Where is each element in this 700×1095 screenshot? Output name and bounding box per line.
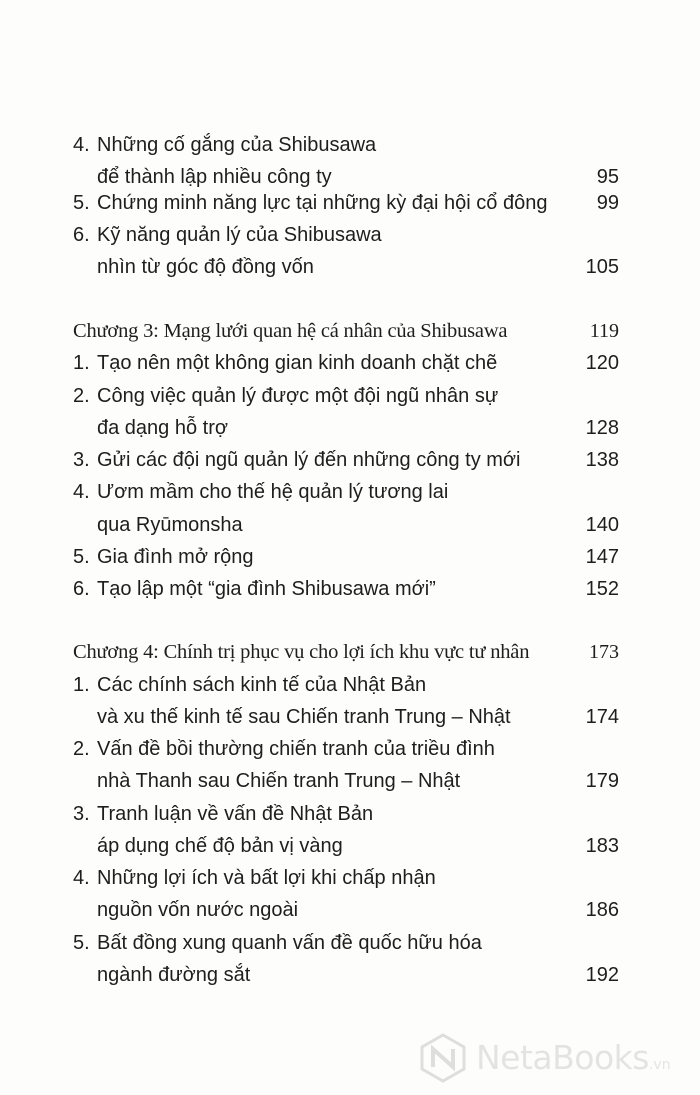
toc-entry-continuation xyxy=(0,763,700,799)
toc-entry-number: 2. xyxy=(73,385,90,407)
toc-entry xyxy=(0,345,700,381)
toc-entry xyxy=(0,378,700,414)
toc-entry-title: ngành đường sắt xyxy=(97,964,251,986)
toc-page-number: 183 xyxy=(585,835,619,857)
toc-entry-title: Các chính sách kinh tế của Nhật Bản xyxy=(97,674,427,696)
toc-page-number: 105 xyxy=(585,256,619,278)
toc-entry-title: Chứng minh năng lực tại những kỳ đại hội cổ đông xyxy=(97,192,548,214)
toc-entry-number: 4. xyxy=(73,481,90,503)
toc-entry-title: Gia đình mở rộng xyxy=(97,546,254,568)
watermark-suffix: .vn xyxy=(648,1057,671,1073)
watermark-brand: NetaBooks xyxy=(476,1038,649,1077)
toc-entry-continuation xyxy=(0,410,700,446)
toc-entry-number: 6. xyxy=(73,224,90,246)
toc-entry-title: đa dạng hỗ trợ xyxy=(97,417,228,439)
toc-entry-number: 5. xyxy=(73,192,90,214)
toc-entry-continuation xyxy=(0,249,700,285)
toc-page-number: 128 xyxy=(585,417,619,439)
toc-entry-title: Bất đồng xung quanh vấn đề quốc hữu hóa xyxy=(97,932,482,954)
toc-entry-title: Tranh luận về vấn đề Nhật Bản xyxy=(97,803,374,825)
toc-page-number: 147 xyxy=(585,546,619,568)
watermark-text xyxy=(476,1038,671,1085)
toc-entry xyxy=(0,925,700,961)
toc-page-number: 138 xyxy=(585,449,619,471)
toc-entry-number: 4. xyxy=(73,134,90,156)
toc-entry-title: Tạo nên một không gian kinh doanh chặt chẽ xyxy=(97,352,498,374)
toc-entry-title: Tạo lập một “gia đình Shibusawa mới” xyxy=(97,578,436,600)
toc-entry xyxy=(0,860,700,896)
netabooks-watermark xyxy=(418,1033,698,1083)
toc-entry xyxy=(0,442,700,478)
toc-chapter-heading xyxy=(0,313,700,349)
toc-entry-title: Ươm mầm cho thế hệ quản lý tương lai xyxy=(97,481,449,503)
toc-entry-continuation xyxy=(0,957,700,993)
toc-chapter-title: Chương 4: Chính trị phục vụ cho lợi ích khu vực tư nhân xyxy=(73,641,530,663)
toc-entry-number: 4. xyxy=(73,867,90,889)
toc-page-number: 152 xyxy=(585,578,619,600)
toc-entry-continuation xyxy=(0,507,700,543)
toc-entry-title: áp dụng chế độ bản vị vàng xyxy=(97,835,343,857)
toc-page-number: 99 xyxy=(596,192,619,214)
toc-entry-title: nhìn từ góc độ đồng vốn xyxy=(97,256,314,278)
toc-page-number: 186 xyxy=(585,899,619,921)
toc-page-number: 140 xyxy=(585,514,619,536)
toc-page-number: 119 xyxy=(589,320,619,342)
toc-page-number: 179 xyxy=(585,770,619,792)
toc-entry-number: 6. xyxy=(73,578,90,600)
toc-entry-number: 2. xyxy=(73,738,90,760)
toc-entry-number: 3. xyxy=(73,449,90,471)
toc-entry-continuation xyxy=(0,892,700,928)
toc-chapter-title: Chương 3: Mạng lưới quan hệ cá nhân của Shibusawa xyxy=(73,320,508,342)
netabooks-logo-icon xyxy=(418,1033,468,1083)
toc-entry xyxy=(0,474,700,510)
toc-entry xyxy=(0,731,700,767)
toc-page-number: 174 xyxy=(585,706,619,728)
toc-entry-title: Kỹ năng quản lý của Shibusawa xyxy=(97,224,382,246)
toc-entry xyxy=(0,127,700,163)
toc-entry xyxy=(0,571,700,607)
toc-page-number: 95 xyxy=(596,166,619,188)
toc-entry-title: Những cố gắng của Shibusawa xyxy=(97,134,377,156)
toc-entry xyxy=(0,667,700,703)
toc-entry-title: Những lợi ích và bất lợi khi chấp nhận xyxy=(97,867,436,889)
toc-entry-title: Vấn đề bồi thường chiến tranh của triều đình xyxy=(97,738,495,760)
toc-entry xyxy=(0,539,700,575)
toc-entry-title: qua Ryūmonsha xyxy=(97,514,243,536)
toc-entry-title: để thành lập nhiều công ty xyxy=(97,166,332,188)
toc-entry-continuation xyxy=(0,699,700,735)
toc-entry xyxy=(0,185,700,221)
toc-entry-number: 5. xyxy=(73,546,90,568)
toc-entry xyxy=(0,217,700,253)
toc-entry-continuation xyxy=(0,828,700,864)
toc-entry-title: nhà Thanh sau Chiến tranh Trung – Nhật xyxy=(97,770,461,792)
toc-entry-number: 1. xyxy=(73,352,90,374)
toc-page-number: 192 xyxy=(585,964,619,986)
toc-page-number: 120 xyxy=(585,352,619,374)
toc-entry-title: Gửi các đội ngũ quản lý đến những công ty mới xyxy=(97,449,521,471)
toc-entry-title: nguồn vốn nước ngoài xyxy=(97,899,299,921)
toc-entry-number: 5. xyxy=(73,932,90,954)
toc-entry-title: Công việc quản lý được một đội ngũ nhân sự xyxy=(97,385,499,407)
toc-page-number: 173 xyxy=(589,641,619,663)
toc-chapter-heading xyxy=(0,634,700,670)
toc-entry-number: 1. xyxy=(73,674,90,696)
toc-entry xyxy=(0,796,700,832)
toc-entry-title: và xu thế kinh tế sau Chiến tranh Trung – Nhật xyxy=(97,706,511,728)
toc-entry-number: 3. xyxy=(73,803,90,825)
